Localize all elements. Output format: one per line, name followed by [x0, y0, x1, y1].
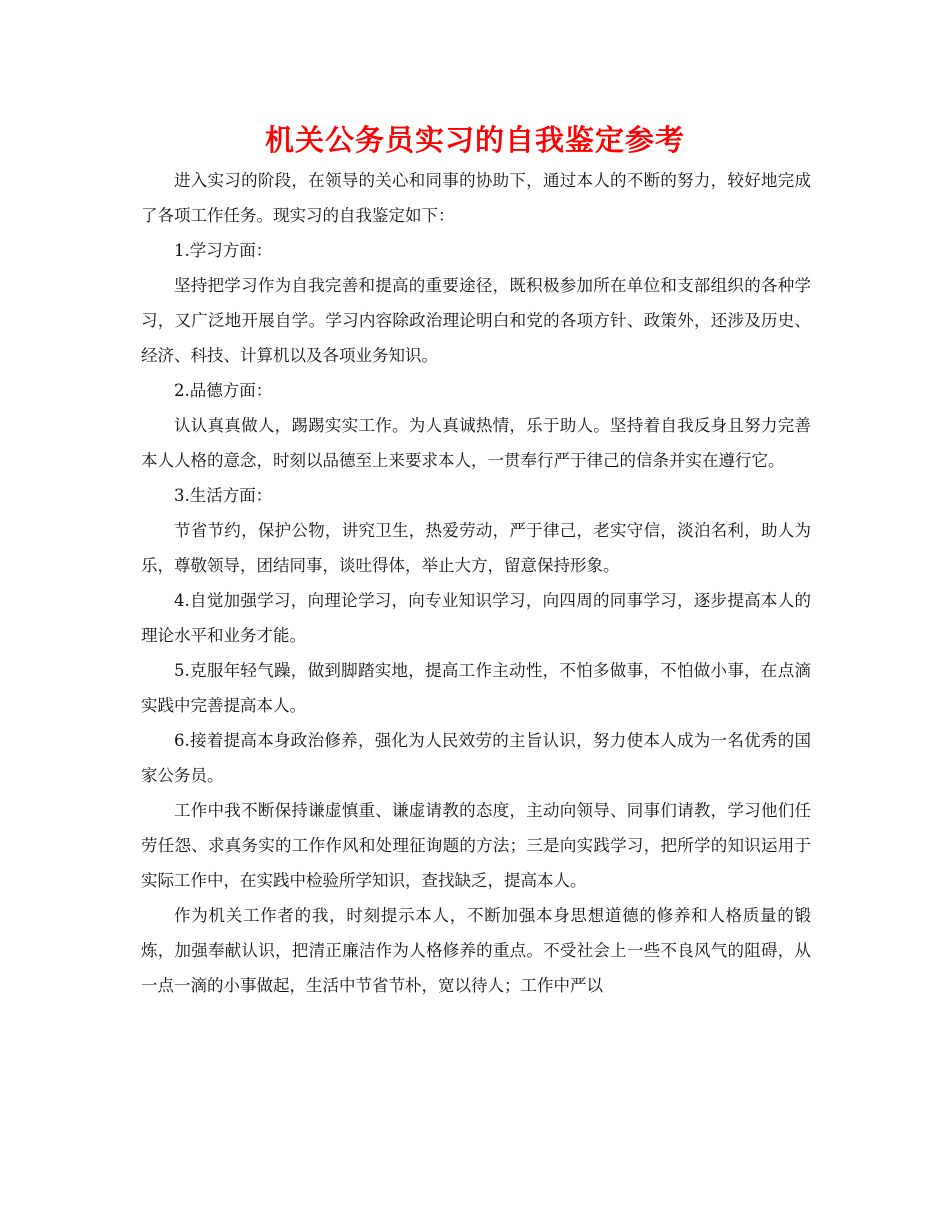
paragraph-integrity: 作为机关工作者的我，时刻提示本人，不断加强本身思想道德的修养和人格质量的锻炼，加强奉献认识，把清正廉洁作为人格修养的重点。不受社会上一些不良风气的阻碍，从一点一滴的小事做起，生活中节省节朴，宽以待人；工作中严以 — [141, 906, 811, 995]
paragraph-study: 坚持把学习作为自我完善和提高的重要途径，既积极参加所在单位和支部组织的各种学习，又广泛地开展自学。学习内容除政治理论明白和党的各项方针、政策外，还涉及历史、经济、科技、计算机以及各项业务知识。 — [141, 276, 811, 365]
paragraph-work: 工作中我不断保持谦虚慎重、谦虚请教的态度，主动向领导、同事们请教，学习他们任劳任怨、求真务实的工作作风和处理征询题的方法；三是向实践学习，把所学的知识运用于实际工作中，在实践中检验所学知识，查找缺乏，提高本人。 — [141, 801, 811, 890]
heading-life: 3.生活方面： — [174, 486, 273, 505]
paragraph-intro: 进入实习的阶段，在领导的关心和同事的协助下，通过本人的不断的努力，较好地完成了各项工作任务。现实习的自我鉴定如下： — [141, 171, 811, 225]
document-body — [141, 163, 811, 1003]
paragraph-item-4: 4.自觉加强学习，向理论学习，向专业知识学习，向四周的同事学习，逐步提高本人的理论水平和业务才能。 — [141, 591, 811, 645]
heading-morality: 2.品德方面： — [174, 381, 273, 400]
paragraph-life: 节省节约，保护公物，讲究卫生，热爱劳动，严于律己，老实守信，淡泊名利，助人为乐，尊敬领导，团结同事，谈吐得体，举止大方，留意保持形象。 — [141, 521, 811, 575]
paragraph-morality: 认认真真做人，踢踢实实工作。为人真诚热情，乐于助人。坚持着自我反身且努力完善本人人格的意念，时刻以品德至上来要求本人，一贯奉行严于律己的信条并实在遵行它。 — [141, 416, 811, 470]
paragraph-item-5: 5.克服年轻气躁，做到脚踏实地，提高工作主动性，不怕多做事，不怕做小事，在点滴实践中完善提高本人。 — [141, 661, 811, 715]
document-title: 机关公务员实习的自我鉴定参考 — [264, 123, 685, 157]
heading-study: 1.学习方面： — [174, 241, 273, 260]
paragraph-item-6: 6.接着提高本身政治修养，强化为人民效劳的主旨认识，努力使本人成为一名优秀的国家公务员。 — [141, 731, 811, 785]
